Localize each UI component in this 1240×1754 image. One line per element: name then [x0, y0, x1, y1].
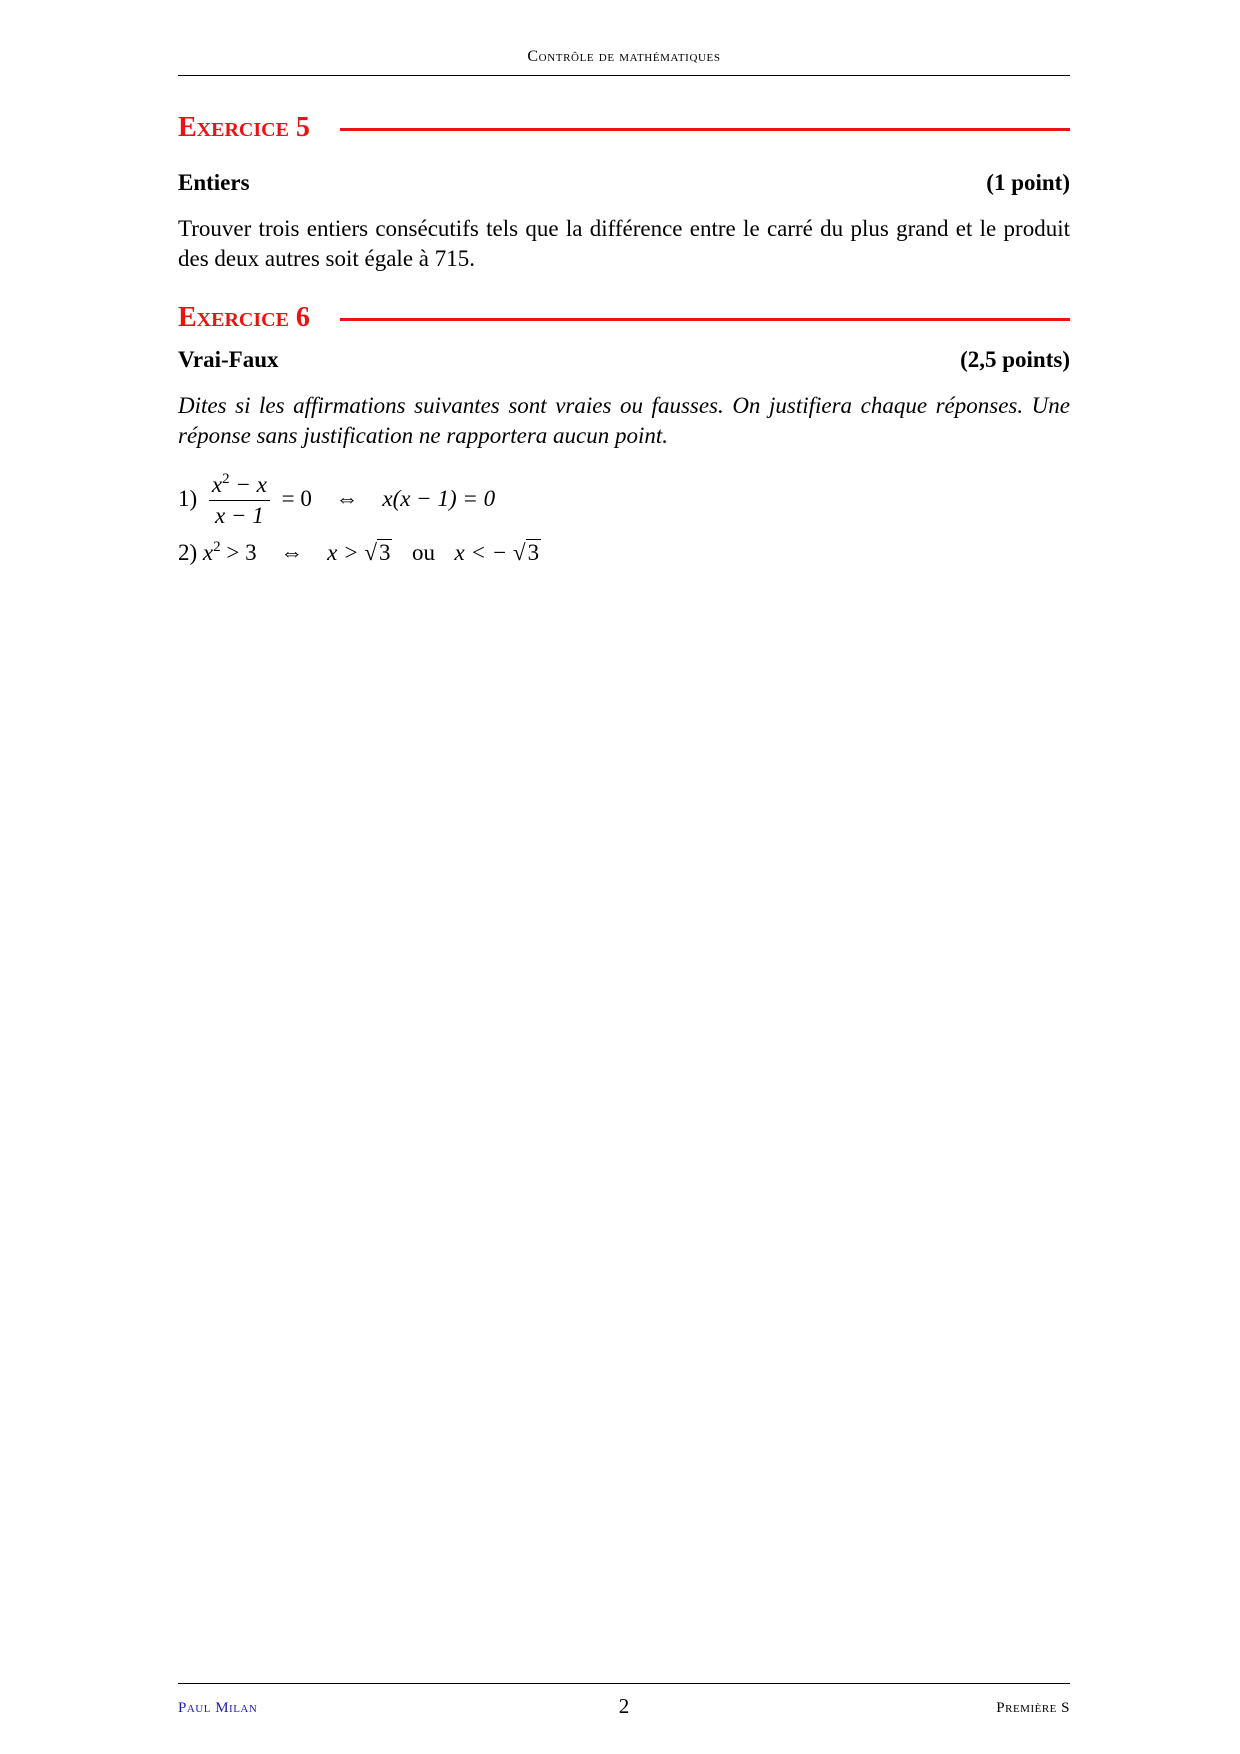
exercise-5-heading — [178, 112, 1070, 146]
rhs-part-a: x > — [327, 540, 359, 565]
exercise-5-subheading — [178, 170, 1070, 200]
statement-label: 1) — [178, 485, 198, 511]
fraction-numerator: $x^2 - x$ — [209, 470, 270, 501]
exercise-6-heading — [178, 302, 1070, 336]
square-root: √3 — [512, 540, 540, 565]
page-header: Contrôle de mathématiques — [527, 48, 721, 65]
numerator-tail: − x — [229, 472, 267, 497]
header-rule — [178, 75, 1070, 76]
exercise-subject: Entiers — [178, 170, 250, 195]
fraction — [209, 470, 270, 531]
exercise-title-rule — [340, 318, 1070, 321]
statement-label: 2) — [178, 540, 198, 565]
exercise-points: (1 point) — [986, 170, 1070, 195]
or-word: ou — [411, 540, 435, 565]
footer-class: Première S — [996, 1700, 1070, 1716]
lhs-equals: = 0 — [281, 485, 312, 511]
statement-lhs-tail: > 3 — [220, 540, 257, 565]
square-root: √3 — [364, 540, 391, 565]
exercise-6-instructions: Dites si les affirmations suivantes sont vraies ou fausses. On justifiera chaque réponses. Une réponse sans justification ne rapportera aucun point. — [178, 393, 1070, 448]
exercise-5-statement: Trouver trois entiers consécutifs tels que la différence entre le carré du plus grand et le produit des deux autres soit égale à 715. — [178, 216, 1070, 271]
exercise-subject: Vrai-Faux — [178, 347, 279, 372]
equivalence-symbol: ⇔ — [280, 540, 304, 565]
rhs-part-b: x < − — [454, 540, 508, 565]
sqrt-argument: 3 — [527, 540, 540, 565]
exercise-title-rule — [340, 128, 1070, 131]
exercise-6-subheading — [178, 347, 1070, 377]
statement-1 — [178, 470, 495, 531]
exercise-points: (2,5 points) — [960, 347, 1070, 372]
exercise-title: Exercice 6 — [178, 302, 310, 333]
exercise-title: Exercice 5 — [178, 112, 310, 143]
statement-2: 2) $x^2 > 3$ ⇔ x > √3 ou x < − √3 — [178, 539, 540, 565]
page-footer — [178, 1694, 1070, 1724]
sqrt-argument: 3 — [378, 540, 391, 565]
fraction-denominator: x − 1 — [215, 503, 264, 528]
page-number: 2 — [618, 1694, 630, 1718]
statement-rhs: x(x − 1) = 0 — [382, 485, 496, 511]
footer-author: Paul Milan — [178, 1700, 258, 1716]
equivalence-symbol: ⇔ — [335, 485, 359, 511]
footer-rule — [178, 1683, 1070, 1684]
